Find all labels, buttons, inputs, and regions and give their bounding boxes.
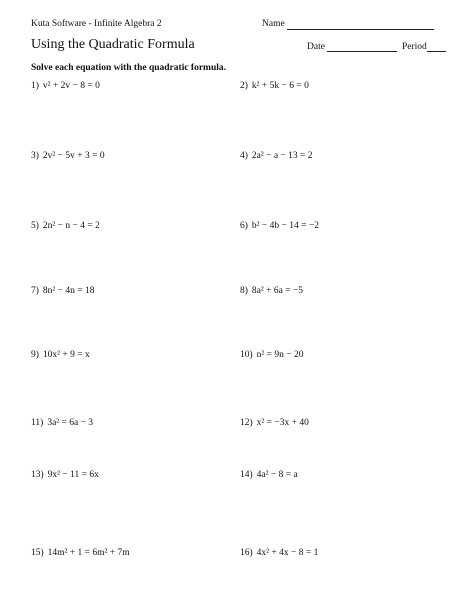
problem-equation: 10x² + 9 = x bbox=[42, 350, 90, 360]
problem-10 bbox=[240, 350, 304, 360]
problem-equation: b² − 4b − 14 = −2 bbox=[251, 221, 319, 231]
problem-4 bbox=[240, 151, 313, 161]
problem-number: 5) bbox=[31, 221, 39, 231]
name-label: Name bbox=[262, 19, 285, 29]
problem-equation: 2n² − n − 4 = 2 bbox=[42, 221, 100, 231]
problem-number: 13) bbox=[31, 470, 44, 480]
problem-number: 1) bbox=[31, 81, 39, 91]
problem-number: 10) bbox=[240, 350, 253, 360]
problem-5 bbox=[31, 221, 100, 231]
problem-number: 6) bbox=[240, 221, 248, 231]
problem-equation: k² + 5k − 6 = 0 bbox=[251, 81, 309, 91]
problem-9 bbox=[31, 350, 90, 360]
date-label: Date bbox=[307, 42, 325, 52]
period-blank-line bbox=[427, 51, 446, 52]
problem-14 bbox=[240, 470, 298, 480]
problem-equation: 9x² − 11 = 6x bbox=[47, 470, 99, 480]
instructions: Solve each equation with the quadratic formula. bbox=[31, 63, 227, 73]
problem-number: 3) bbox=[31, 151, 39, 161]
problem-number: 8) bbox=[240, 286, 248, 296]
problem-equation: 4x² + 4x − 8 = 1 bbox=[256, 548, 319, 558]
date-blank-line bbox=[327, 51, 397, 52]
period-label: Period bbox=[402, 42, 427, 52]
problem-3 bbox=[31, 151, 105, 161]
problem-number: 9) bbox=[31, 350, 39, 360]
problem-8 bbox=[240, 286, 303, 296]
problem-number: 4) bbox=[240, 151, 248, 161]
problem-number: 15) bbox=[31, 548, 44, 558]
problem-number: 2) bbox=[240, 81, 248, 91]
problem-number: 11) bbox=[31, 418, 44, 428]
problem-6 bbox=[240, 221, 319, 231]
problem-15 bbox=[31, 548, 130, 558]
problem-number: 14) bbox=[240, 470, 253, 480]
problem-equation: 8n² − 4n = 18 bbox=[42, 286, 95, 296]
problem-number: 12) bbox=[240, 418, 253, 428]
problem-equation: 4a² − 8 = a bbox=[256, 470, 298, 480]
problem-equation: 2a² − a − 13 = 2 bbox=[251, 151, 313, 161]
problem-7 bbox=[31, 286, 95, 296]
problem-16 bbox=[240, 548, 318, 558]
problem-1 bbox=[31, 81, 100, 91]
problem-12 bbox=[240, 418, 309, 428]
problem-equation: v² + 2v − 8 = 0 bbox=[42, 81, 100, 91]
problem-13 bbox=[31, 470, 99, 480]
problem-11 bbox=[31, 418, 93, 428]
problem-equation: 14m² + 1 = 6m² + 7m bbox=[47, 548, 130, 558]
problem-equation: n² = 9n − 20 bbox=[256, 350, 304, 360]
problem-number: 7) bbox=[31, 286, 39, 296]
worksheet-title: Using the Quadratic Formula bbox=[31, 37, 195, 52]
problem-equation: 3a² = 6a − 3 bbox=[47, 418, 94, 428]
name-blank-line bbox=[287, 29, 434, 30]
problem-2 bbox=[240, 81, 309, 91]
problem-number: 16) bbox=[240, 548, 253, 558]
problem-equation: 2v² − 5v + 3 = 0 bbox=[42, 151, 105, 161]
problem-equation: x² = −3x + 40 bbox=[256, 418, 309, 428]
problem-equation: 8a² + 6a = −5 bbox=[251, 286, 304, 296]
publisher-label: Kuta Software - Infinite Algebra 2 bbox=[31, 19, 162, 29]
